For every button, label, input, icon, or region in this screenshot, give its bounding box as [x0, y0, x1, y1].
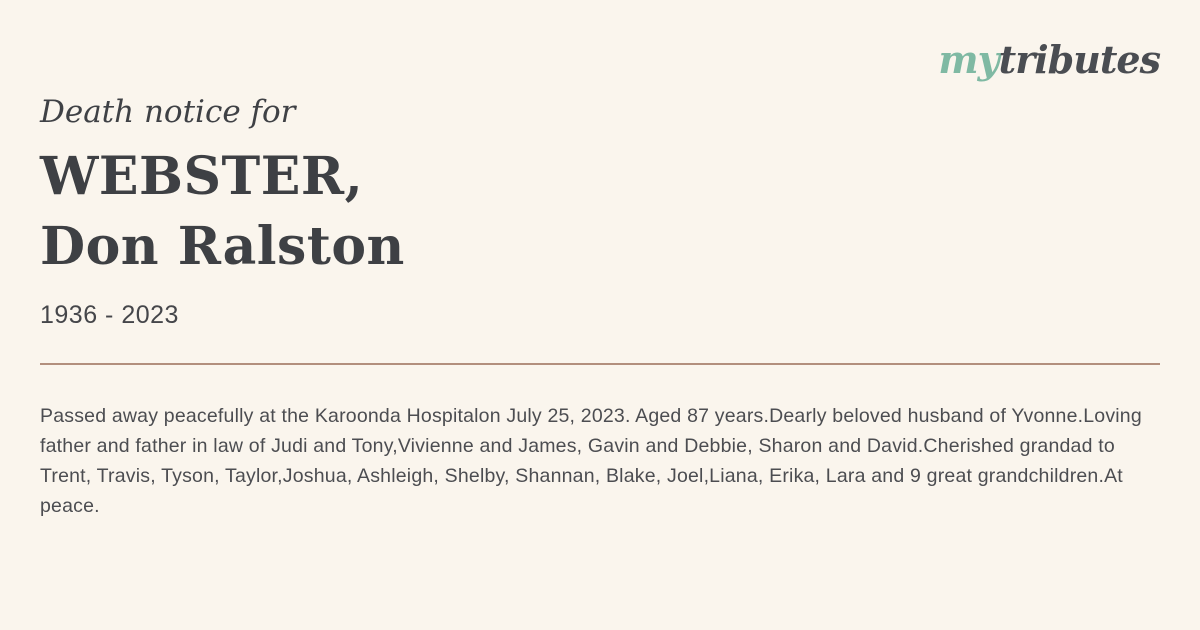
notice-body-text: Passed away peacefully at the Karoonda Hospitalon July 25, 2023. Aged 87 years.Dearly beloved husband of Yvonne.Loving father and father in law of Judi and Tony,Vivienne and James, Gavin and Debbie, Sharon and David.Cherished grandad to Trent, Travis, Tyson, Taylor,Joshua, Ashleigh, Shelby, Shannan, Blake, Joel,Liana, Erika, Lara and 9 great grandchildren.At peace. [40, 405, 1142, 517]
deceased-surname: WEBSTER, [40, 146, 364, 207]
divider-line [40, 363, 1160, 365]
logo-prefix: my [938, 37, 999, 82]
notice-content [40, 92, 1160, 521]
deceased-given-names: Don Ralston [40, 216, 405, 277]
page-header [40, 0, 1160, 84]
deceased-name [40, 142, 1160, 282]
notice-kicker: Death notice for [40, 94, 296, 130]
life-years: 1936 - 2023 [40, 301, 179, 329]
mytributes-logo[interactable] [938, 36, 1160, 84]
logo-suffix: tributes [998, 37, 1160, 82]
